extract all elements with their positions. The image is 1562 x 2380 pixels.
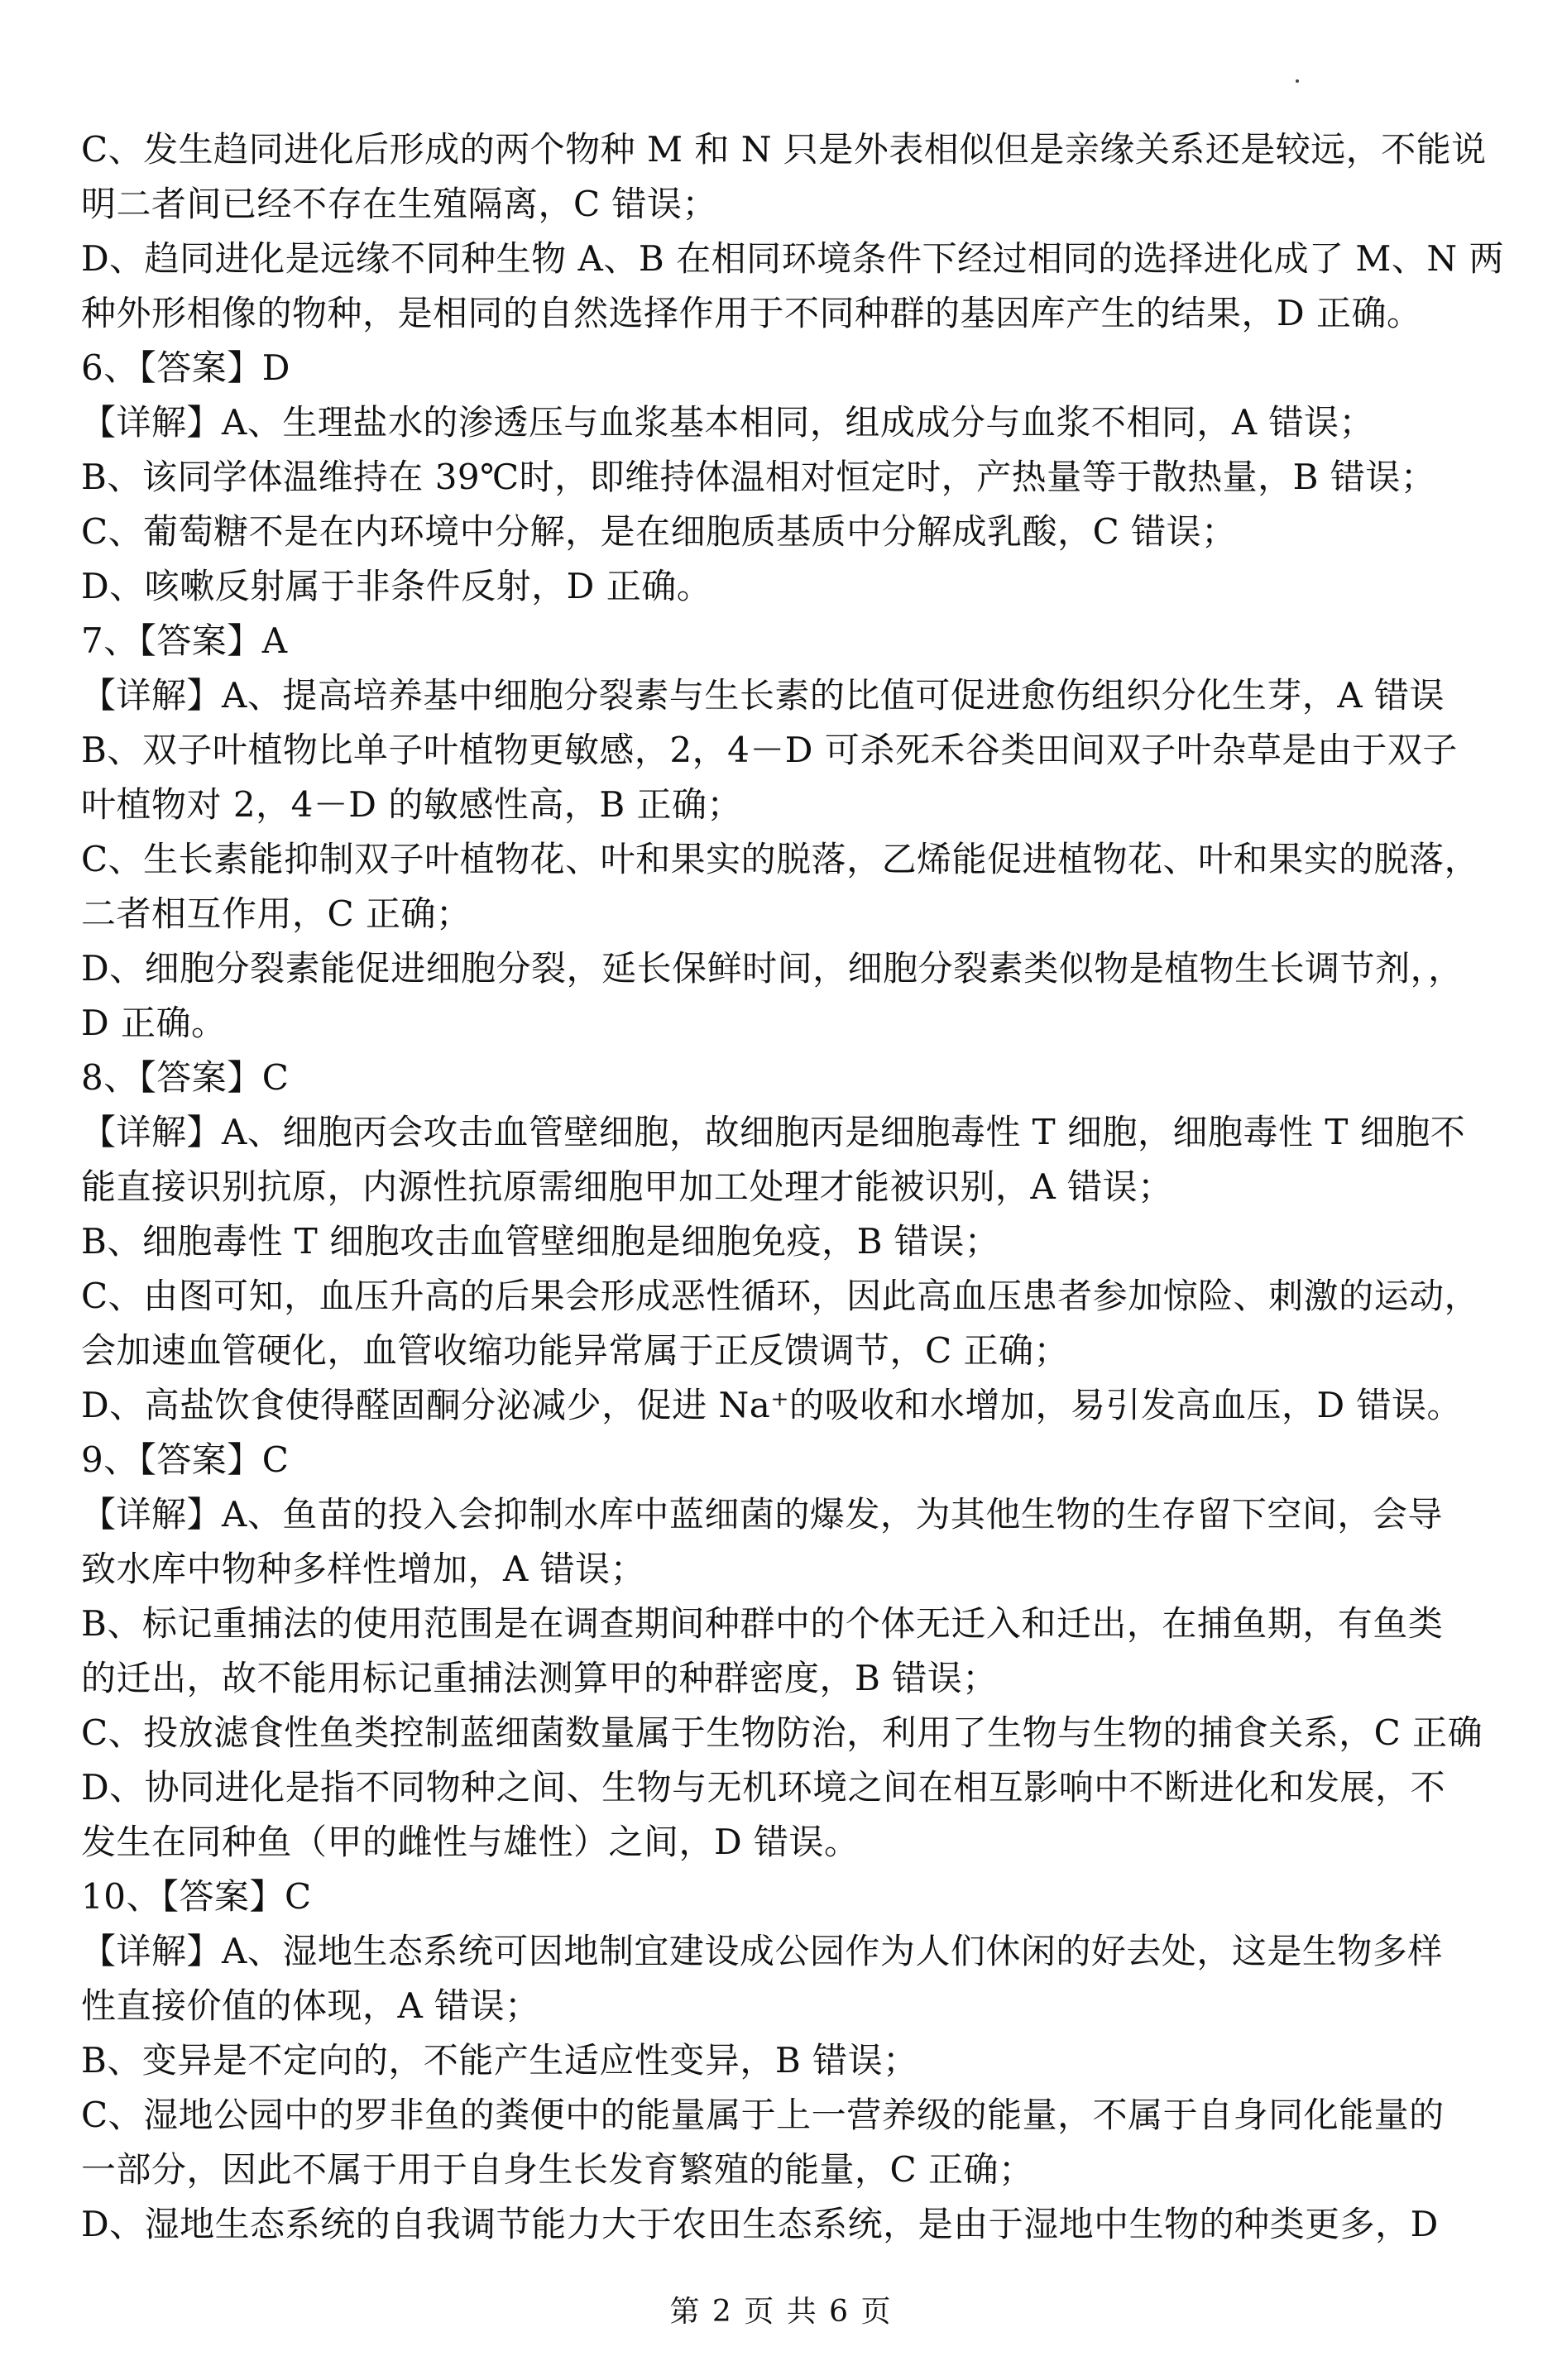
text-line: 发生在同种鱼（甲的雌性与雄性）之间，D 错误。 bbox=[81, 1822, 860, 1862]
text-line: 【详解】A、细胞丙会攻击血管壁细胞，故细胞丙是细胞毒性 T 细胞，细胞毒性 T 细胞不 bbox=[81, 1112, 1466, 1152]
answer-heading: 9、【答案】C bbox=[81, 1439, 290, 1480]
text-line: B、变异是不定向的，不能产生适应性变异，B 错误； bbox=[81, 2040, 918, 2081]
text-line: 能直接识别抗原，内源性抗原需细胞甲加工处理才能被识别，A 错误； bbox=[81, 1166, 1173, 1207]
scan-dot bbox=[1296, 79, 1299, 83]
text-line: 【详解】A、湿地生态系统可因地制宜建设成公园作为人们休闲的好去处，这是生物多样 bbox=[81, 1931, 1443, 1971]
text-line: D、高盐饮食使得醛固酮分泌减少，促进 Na⁺的吸收和水增加，易引发高血压，D 错误。 bbox=[81, 1385, 1463, 1425]
text-line: D、趋同进化是远缘不同种生物 A、B 在相同环境条件下经过相同的选择进化成了 M、N 两 bbox=[81, 238, 1505, 279]
text-line: 性直接价值的体现，A 错误； bbox=[81, 1985, 540, 2026]
text-line: 种外形相像的物种，是相同的自然选择作用于不同种群的基因库产生的结果，D 正确。 bbox=[81, 293, 1422, 333]
text-line: 二者相互作用，C 正确； bbox=[81, 893, 472, 934]
text-line: D、协同进化是指不同物种之间、生物与无机环境之间在相互影响中不断进化和发展，不 bbox=[81, 1767, 1446, 1808]
page-footer: 第 2 页 共 6 页 bbox=[669, 2295, 893, 2329]
document-body bbox=[81, 122, 1504, 2252]
text-line: C、葡萄糖不是在内环境中分解，是在细胞质基质中分解成乳酸，C 错误； bbox=[81, 511, 1237, 552]
text-line: C、发生趋同进化后形成的两个物种 M 和 N 只是外表相似但是亲缘关系还是较远，不能说 bbox=[81, 129, 1487, 170]
text-line: 明二者间已经不存在生殖隔离，C 错误； bbox=[81, 184, 717, 224]
text-line: B、细胞毒性 T 细胞攻击血管壁细胞是细胞免疫，B 错误； bbox=[81, 1221, 1000, 1262]
text-line: D、湿地生态系统的自我调节能力大于农田生态系统，是由于湿地中生物的种类更多，D bbox=[81, 2204, 1439, 2244]
answer-heading: 6、【答案】D bbox=[81, 347, 290, 388]
text-line: D、咳嗽反射属于非条件反射，D 正确。 bbox=[81, 566, 712, 606]
text-line: C、由图可知，血压升高的后果会形成恶性循环，因此高血压患者参加惊险、刺激的运动， bbox=[81, 1276, 1480, 1316]
answer-heading: 10、【答案】C bbox=[81, 1876, 312, 1917]
text-line: C、生长素能抑制双子叶植物花、叶和果实的脱落，乙烯能促进植物花、叶和果实的脱落， bbox=[81, 839, 1480, 879]
text-line: C、湿地公园中的罗非鱼的粪便中的能量属于上一营养级的能量，不属于自身同化能量的 bbox=[81, 2095, 1445, 2135]
text-line: 叶植物对 2，4－D 的敏感性高，B 正确； bbox=[81, 784, 743, 825]
text-line: B、标记重捕法的使用范围是在调查期间种群中的个体无迁入和迁出，在捕鱼期，有鱼类 bbox=[81, 1603, 1444, 1644]
text-line: B、该同学体温维持在 39℃时，即维持体温相对恒定时，产热量等于散热量，B 错误； bbox=[81, 457, 1436, 497]
text-line: 的迁出，故不能用标记重捕法测算甲的种群密度，B 错误； bbox=[81, 1658, 998, 1698]
text-line: D、细胞分裂素能促进细胞分裂，延长保鲜时间，细胞分裂素类似物是植物生长调节剂，， bbox=[81, 948, 1464, 989]
text-line: 致水库中物种多样性增加，A 错误； bbox=[81, 1549, 646, 1589]
answer-heading: 7、【答案】A bbox=[81, 620, 288, 661]
text-line: 会加速血管硬化，血管收缩功能异常属于正反馈调节，C 正确； bbox=[81, 1330, 1069, 1371]
text-line: B、双子叶植物比单子叶植物更敏感，2，4－D 可杀死禾谷类田间双子叶杂草是由于双子 bbox=[81, 730, 1458, 770]
answer-heading: 8、【答案】C bbox=[81, 1057, 290, 1098]
text-line: 【详解】A、鱼苗的投入会抑制水库中蓝细菌的爆发，为其他生物的生存留下空间，会导 bbox=[81, 1494, 1443, 1535]
text-line: 一部分，因此不属于用于自身生长发育繁殖的能量，C 正确； bbox=[81, 2149, 1034, 2190]
text-line: C、投放滤食性鱼类控制蓝细菌数量属于生物防治，利用了生物与生物的捕食关系，C 正确 bbox=[81, 1712, 1483, 1753]
text-line: 【详解】A、提高培养基中细胞分裂素与生长素的比值可促进愈伤组织分化生芽，A 错误 bbox=[81, 675, 1445, 716]
text-line: D 正确。 bbox=[81, 1003, 227, 1043]
text-line: 【详解】A、生理盐水的渗透压与血浆基本相同，组成成分与血浆不相同，A 错误； bbox=[81, 402, 1375, 443]
